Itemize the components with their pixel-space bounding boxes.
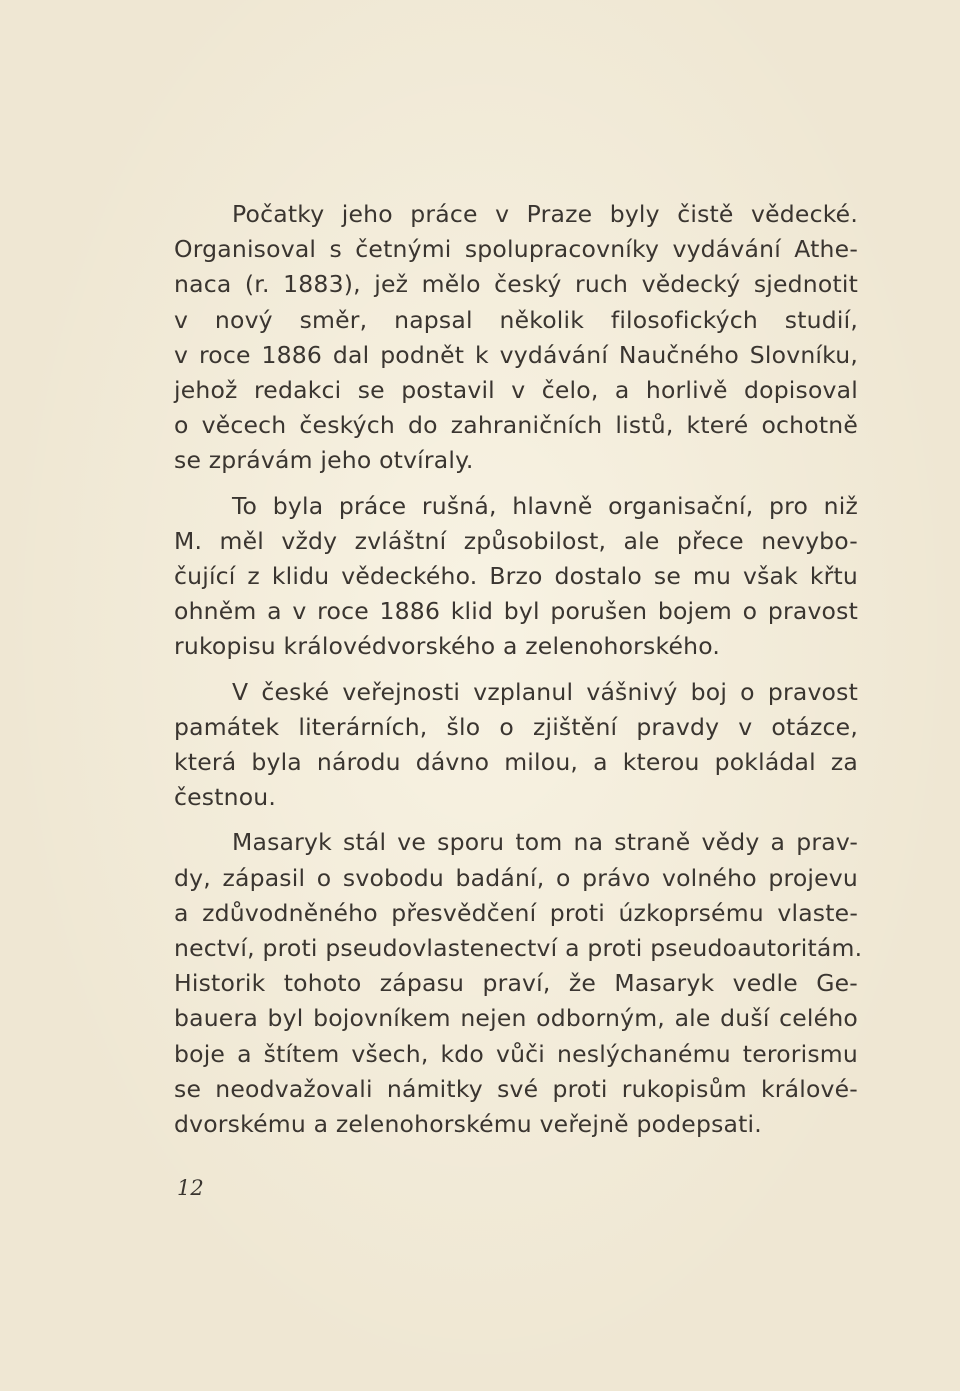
text-line: boje a štítem všech, kdo vůči neslýchanému terorismu xyxy=(174,1039,858,1068)
text-line: dvorskému a zelenohorskému veřejně podepsati. xyxy=(174,1110,762,1139)
text-line: rukopisu královédvorského a zelenohorského. xyxy=(174,632,721,661)
text-line: v roce 1886 dal podnět k vydávání Naučného Slovníku, xyxy=(174,340,858,369)
page-number: 12 xyxy=(177,1176,204,1200)
text-line: jehož redakci se postavil v čelo, a horlivě dopisoval xyxy=(174,376,858,405)
text-line: To byla práce rušná, hlavně organisační, pro niž xyxy=(232,491,858,520)
text-line: v nový směr, napsal několik filosofických studií, xyxy=(174,305,858,334)
paragraph-1 xyxy=(174,197,858,479)
text-line: čestnou. xyxy=(174,783,277,812)
text-line: ohněm a v roce 1886 klid byl porušen bojem o pravost xyxy=(174,597,858,626)
text-line: Historik tohoto zápasu praví, že Masaryk vedle Ge- xyxy=(174,969,858,998)
text-line: se neodvažovali námitky své proti rukopisům králové- xyxy=(174,1074,858,1103)
paragraph-4 xyxy=(174,825,863,1142)
text-line: o věcech českých do zahraničních listů, které ochotně xyxy=(174,411,858,440)
paragraph-2 xyxy=(174,489,858,665)
text-line: dy, zápasil o svobodu badání, o právo volného projevu xyxy=(174,863,858,892)
text-line: Masaryk stál ve sporu tom na straně vědy a prav- xyxy=(232,828,858,857)
text-line: památek literárních, šlo o zjištění pravdy v otázce, xyxy=(174,712,858,741)
text-line: naca (r. 1883), jež mělo český ruch vědecký sjednotit xyxy=(174,270,858,299)
body-text xyxy=(174,197,863,1142)
text-line: čující z klidu vědeckého. Brzo dostalo se mu však křtu xyxy=(174,562,858,591)
text-line: Organisoval s četnými spolupracovníky vydávání Athe- xyxy=(174,235,858,264)
paragraph-3 xyxy=(174,675,858,816)
text-line: která byla národu dávno milou, a kterou pokládal za xyxy=(174,748,858,777)
text-line: nectví, proti pseudovlastenectví a proti pseudoautoritám. xyxy=(174,934,863,963)
text-line: a zdůvodněného přesvědčení proti úzkoprsému vlaste- xyxy=(174,898,858,927)
text-line: V české veřejnosti vzplanul vášnivý boj o pravost xyxy=(232,677,858,706)
text-line: M. měl vždy zvláštní způsobilost, ale přece nevybo- xyxy=(174,526,858,555)
text-line: bauera byl bojovníkem nejen odborným, ale duší celého xyxy=(174,1004,858,1033)
text-line: se zprávám jeho otvíraly. xyxy=(174,446,474,475)
text-line: Počatky jeho práce v Praze byly čistě vědecké. xyxy=(232,200,858,228)
